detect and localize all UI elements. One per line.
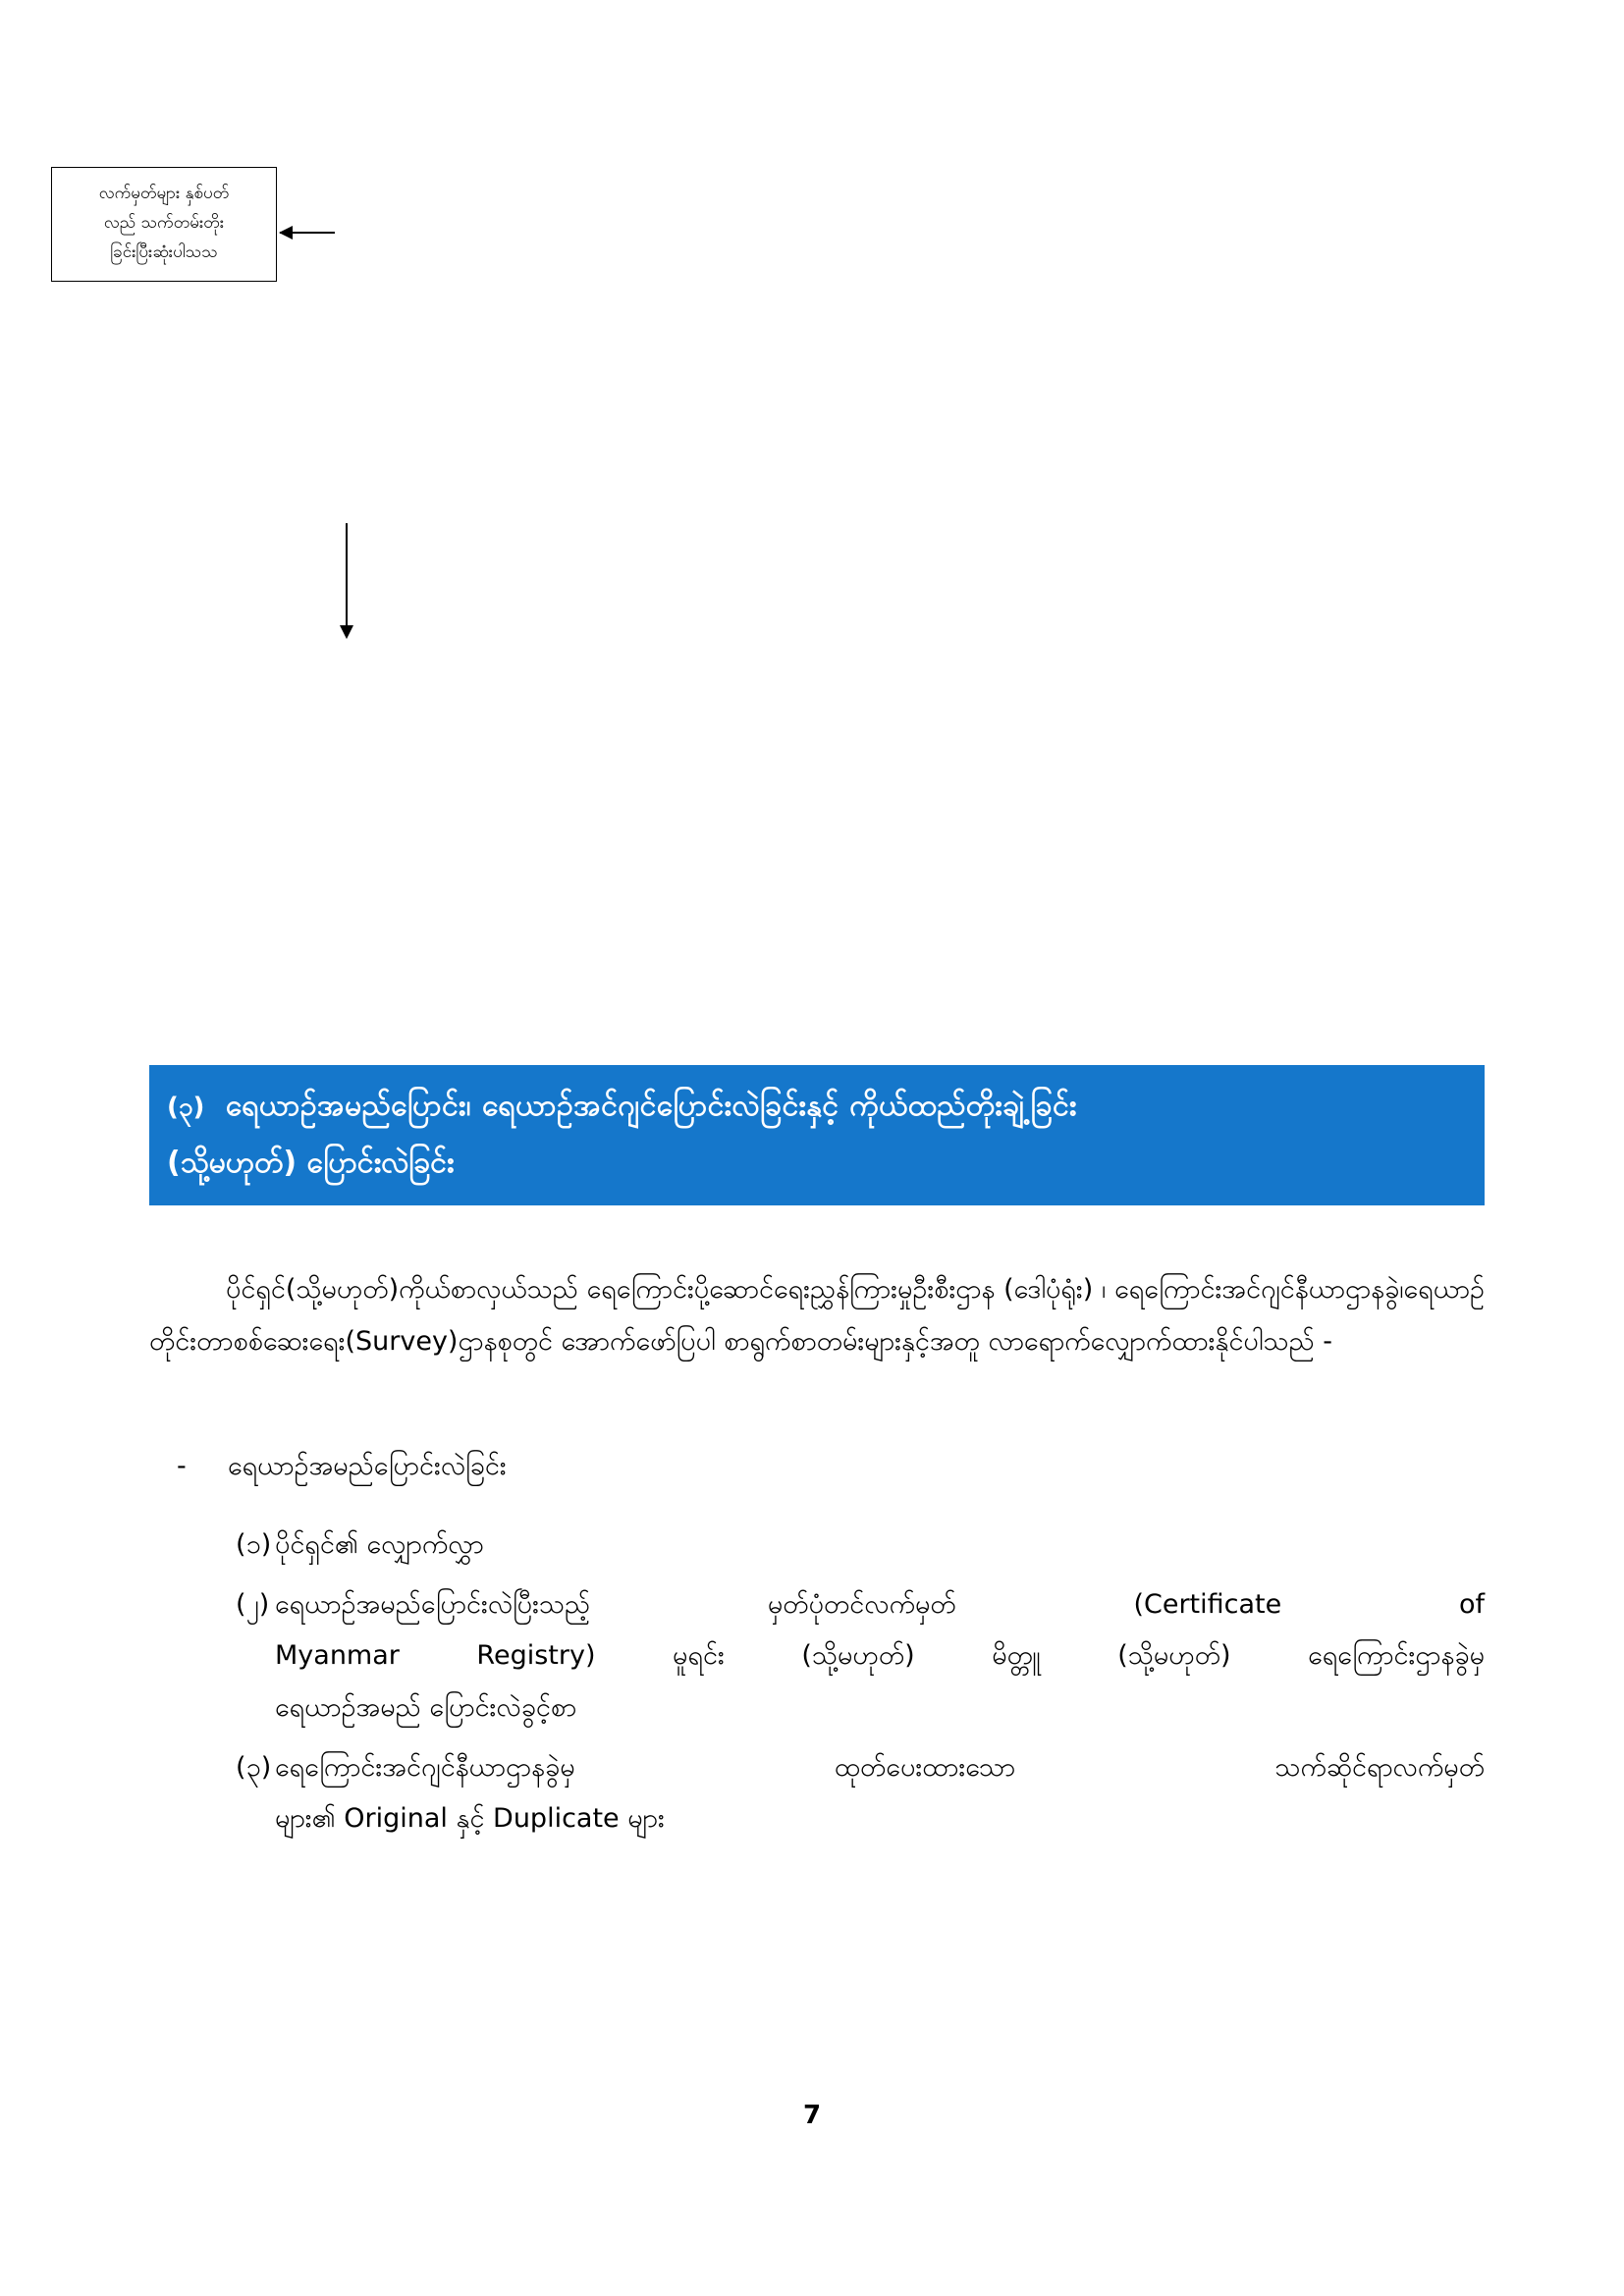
list-item-line: ရေယာဉ်အမည်ပြောင်းလဲပြီးသည့် မှတ်ပုံတင်လက်မှတ် (Certificate of [275,1588,1485,1620]
list-item-number: (၁) [236,1529,272,1560]
list-item-number: (၃) [236,1751,272,1783]
flowchart-box-line-1: လက်မှတ်များ နှစ်ပတ် [98,184,230,203]
list-item [149,1520,1485,1572]
list-item-line: ပိုင်ရှင်၏ လျှောက်လွှာ [275,1529,484,1560]
down-arrow-icon [346,523,348,626]
list-item-text [275,1579,1485,1735]
list-item-text [275,1742,1485,1845]
section-paragraph: ပိုင်ရှင်(သို့မဟုတ်)ကိုယ်စာလှယ်သည် ရေကြောင်းပို့ဆောင်ရေးညွှန်ကြားမှုဦးစီးဌာန (ဒေါပုံရုံး) ၊ ရေကြောင်းအင်ဂျင်နီယာဌာနခွဲ၊ရေယာဉ်တိုင်းတာစစ်ဆေးရေး(Survey)ဌာနစုတွင် အောက်ဖော်ပြပါ စာရွက်စာတမ်းများနှင့်အတူ လာရောက်လျှောက်ထားနိုင်ပါသည် - [149,1274,1485,1357]
list-item-line: များ၏ Original နှင့် Duplicate များ [275,1803,665,1835]
list-item-line: ရေယာဉ်အမည် ပြောင်းလဲခွင့်စာ [275,1691,577,1723]
section-paragraph-block [149,1264,1485,1367]
section-heading-line-1: ရေယာဉ်အမည်ပြောင်း၊ ရေယာဉ်အင်ဂျင်ပြောင်းလဲခြင်းနှင့် ကိုယ်ထည်တိုးချဲ့ခြင်း [226,1089,1077,1123]
left-arrow-icon [280,232,335,234]
list-item-line: Myanmar Registry) မူရင်း (သို့မဟုတ်) မိတ္တူ (သို့မဟုတ်) ရေကြောင်းဌာနခွဲမှ [275,1640,1485,1672]
section-heading [149,1065,1485,1205]
list-item-line: ရေကြောင်းအင်ဂျင်နီယာဌာနခွဲမှ ထုတ်ပေးထားသော သက်ဆိုင်ရာလက်မှတ် [275,1751,1485,1783]
flowchart-box-line-2: လည် သက်တမ်းတိုး [103,212,225,233]
list-item [149,1742,1485,1845]
dash-list-item [149,1441,1485,1491]
flowchart-box [51,167,277,282]
numbered-list [149,1520,1485,1853]
list-item [149,1579,1485,1735]
section-number: (၃) [167,1093,205,1122]
flowchart-box-line-3: ခြင်းပြီးဆုံးပါသသ [110,241,218,262]
dash-item-text: ရေယာဉ်အမည်ပြောင်းလဲခြင်း [228,1451,507,1481]
dash-marker: - [177,1451,187,1481]
section-heading-line-2: (သို့မဟုတ်) ပြောင်းလဲခြင်း [167,1145,455,1180]
list-item-number: (၂) [236,1588,270,1620]
page-number: 7 [802,2101,822,2130]
list-item-text [275,1520,1485,1572]
